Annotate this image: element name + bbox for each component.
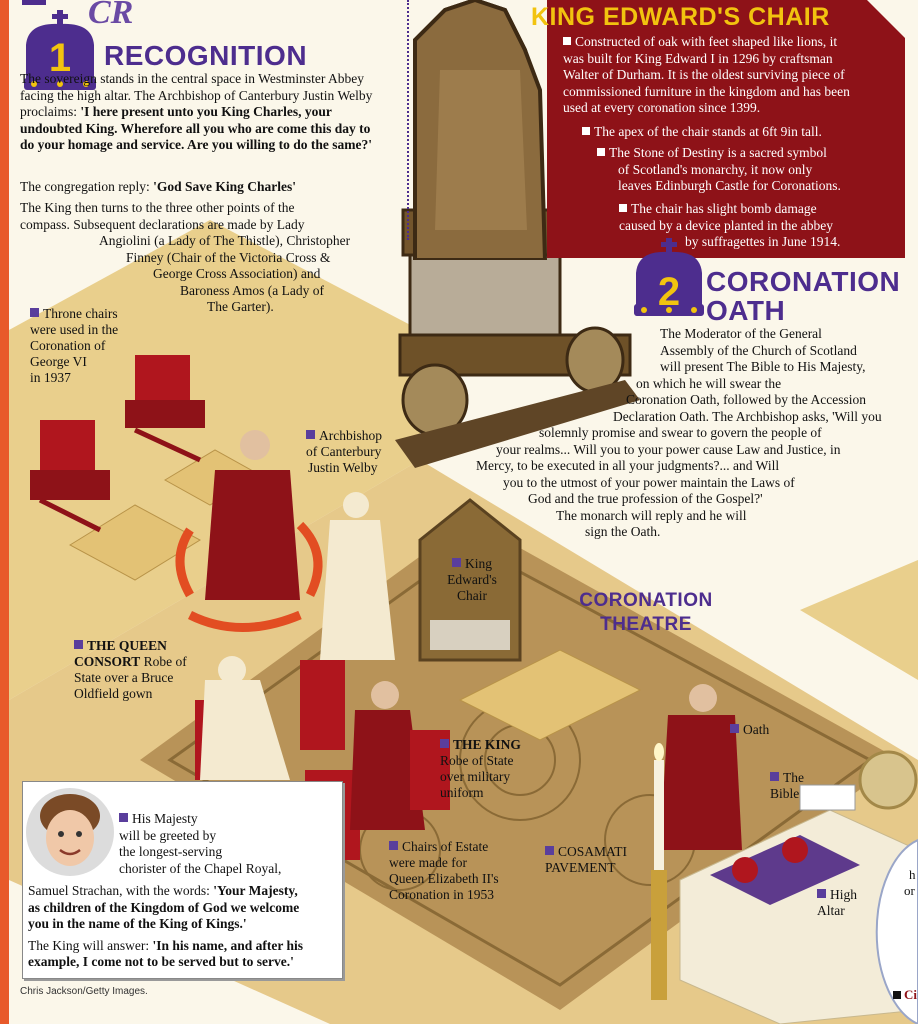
high-altar-label: High Altar bbox=[817, 887, 857, 918]
chair-bullet-1: Constructed of oak with feet shaped like lions, it was built for King Edward I in 1296 by craftsman Walter of Durham. It is the oldest surviving piece of commissioned furniture in the kingdom and has been used at every coronation since 1399. bbox=[563, 34, 850, 115]
chorister-intro: His Majesty will be greeted by the longest-serving chorister of the Chapel Royal, bbox=[119, 811, 282, 876]
king-edwards-chair-heading: KING EDWARD'S CHAIR bbox=[531, 3, 830, 31]
recognition-paragraph-1: The sovereign stands in the central space in Westminster Abbey facing the high altar. The Archbishop of Canterbury Justin Welby proclaims: 'I here present unto you King Charles, your undoubted King. Wherefore all you who are come this day to do your homage and service. Are you willing to do the same?' bbox=[20, 71, 373, 152]
dotted-divider bbox=[407, 0, 409, 240]
edge-fragment-h: h bbox=[909, 867, 916, 882]
coronation-oath-text: The Moderator of the General Assembly of the Church of Scotland will present The Bible to His Majesty, on which he will swear the Coronation Oath, followed by the Accession Declaration Oath. The Archbishop asks, 'Will you solemnly promise and swear to govern the people of your realms... Will you to your power cause Law and Justice, in Mercy, to be executed in all your judgments?... and Will you to the utmost of your power maintain the Laws of God and the true profession of the Gospel?' The monarch will reply and he will sign the Oath. bbox=[476, 326, 882, 539]
recognition-paragraph-2: The congregation reply: 'God Save King Charles' bbox=[20, 179, 296, 194]
chair-of-estate-back bbox=[300, 660, 345, 750]
oath-label: Oath bbox=[730, 722, 769, 738]
coronation-oath-number: 2 bbox=[657, 270, 681, 314]
recognition-number: 1 bbox=[48, 36, 72, 80]
chorister-photo bbox=[24, 786, 116, 878]
king-edwards-chair-label: King Edward's Chair bbox=[447, 556, 497, 603]
royal-cypher-monogram: CR bbox=[88, 0, 134, 31]
candlestick bbox=[651, 870, 667, 1000]
the-king-label: THE KING Robe of State over military uniform bbox=[440, 737, 521, 800]
chair-bullet-3: The Stone of Destiny is a sacred symbol of Scotland's monarchy, it now only leaves Edinburgh Castle for Coronations. bbox=[597, 145, 841, 195]
recognition-paragraph-3: The King then turns to the three other points of the compass. Subsequent declarations are made by Lady Angiolini (a Lady of The Thistle), Christopher Finney (Chair of the Victoria Cross & George Cross Association) and Baroness Amos (a Lady of The Garter). bbox=[20, 200, 351, 314]
edge-fragment-or: or bbox=[904, 883, 915, 898]
chair-bullet-4: The chair has slight bomb damage caused by a device planted in the abbey by suffragettes in June 1914. bbox=[619, 201, 841, 249]
photo-credit: Chris Jackson/Getty Images. bbox=[20, 986, 148, 997]
chairs-of-estate-label: Chairs of Estate were made for Queen Elizabeth II's Coronation in 1953 bbox=[389, 839, 499, 902]
chorister-quote: Samuel Strachan, with the words: 'Your Majesty, as children of the Kingdom of God we welcome you in the name of the King of Kings.' The King will answer: 'In his name, and after his example, I come not to be served but to serve.' bbox=[28, 883, 304, 969]
queen-consort-label: THE QUEEN CONSORT Robe of State over a Bruce Oldfield gown bbox=[74, 638, 187, 701]
edge-fragment-ci: Ci bbox=[893, 987, 917, 1003]
coronation-theatre-label: CORONATION THEATRE bbox=[579, 590, 713, 635]
chair-apex-overlay bbox=[395, 0, 565, 260]
recognition-heading: RECOGNITION bbox=[104, 40, 308, 71]
chair-bullet-2: The apex of the chair stands at 6ft 9in tall. bbox=[582, 124, 822, 141]
throne-chairs-label: Throne chairs were used in the Coronation of George VI in 1937 bbox=[30, 306, 119, 385]
cosamati-pavement-label: COSAMATI PAVEMENT bbox=[545, 844, 628, 875]
archbishop-label: Archbishop of Canterbury Justin Welby bbox=[306, 428, 382, 475]
the-bible-label: The Bible bbox=[770, 770, 804, 801]
figure-in-red-robe bbox=[205, 470, 300, 600]
coronation-oath-heading: CORONATION OATH bbox=[706, 266, 901, 326]
crown-top-mark bbox=[22, 0, 46, 5]
